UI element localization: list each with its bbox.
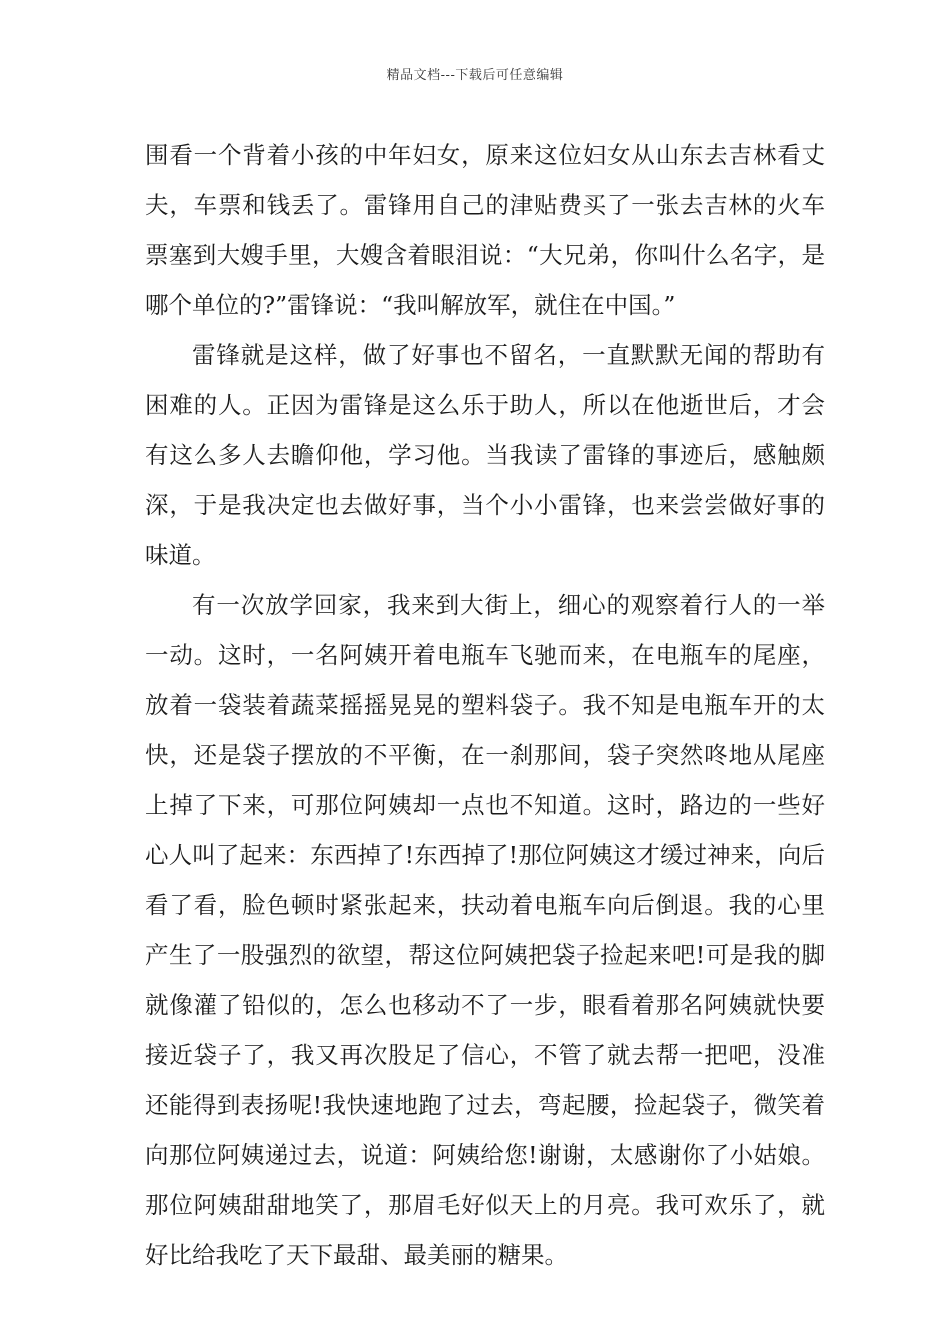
document-body [145, 130, 825, 1280]
paragraph-1: 围看一个背着小孩的中年妇女，原来这位妇女从山东去吉林看丈夫，车票和钱丢了。雷锋用自己的津贴费买了一张去吉林的火车票塞到大嫂手里，大嫂含着眼泪说：“大兄弟，你叫什么名字，是哪个单位的?”雷锋说：“我叫解放军，就住在中国。” [145, 141, 825, 319]
paragraph-2: 雷锋就是这样，做了好事也不留名，一直默默无闻的帮助有困难的人。正因为雷锋是这么乐于助人，所以在他逝世后，才会有这么多人去瞻仰他，学习他。当我读了雷锋的事迹后，感触颇深，于是我决定也去做好事，当个小小雷锋，也来尝尝做好事的味道。 [145, 341, 825, 569]
paragraph-3: 有一次放学回家，我来到大街上，细心的观察着行人的一举一动。这时，一名阿姨开着电瓶车飞驰而来，在电瓶车的尾座，放着一袋装着蔬菜摇摇晃晃的塑料袋子。我不知是电瓶车开的太快，还是袋子摆放的不平衡，在一刹那间，袋子突然咚地从尾座上掉了下来，可那位阿姨却一点也不知道。这时，路边的一些好心人叫了起来：东西掉了!东西掉了!那位阿姨这才缓过神来，向后看了看，脸色顿时紧张起来，扶动着电瓶车向后倒退。我的心里产生了一股强烈的欲望，帮这位阿姨把袋子捡起来吧!可是我的脚就像灌了铅似的，怎么也移动不了一步，眼看着那名阿姨就快要接近袋子了，我又再次股足了信心，不管了就去帮一把吧，没准还能得到表扬呢!我快速地跑了过去，弯起腰，捡起袋子，微笑着向那位阿姨递过去，说道：阿姨给您!谢谢，太感谢你了小姑娘。那位阿姨甜甜地笑了，那眉毛好似天上的月亮。我可欢乐了，就好比给我吃了天下最甜、最美丽的糖果。 [145, 591, 825, 1269]
page-header: 精品文档---下载后可任意编辑 [386, 68, 564, 83]
